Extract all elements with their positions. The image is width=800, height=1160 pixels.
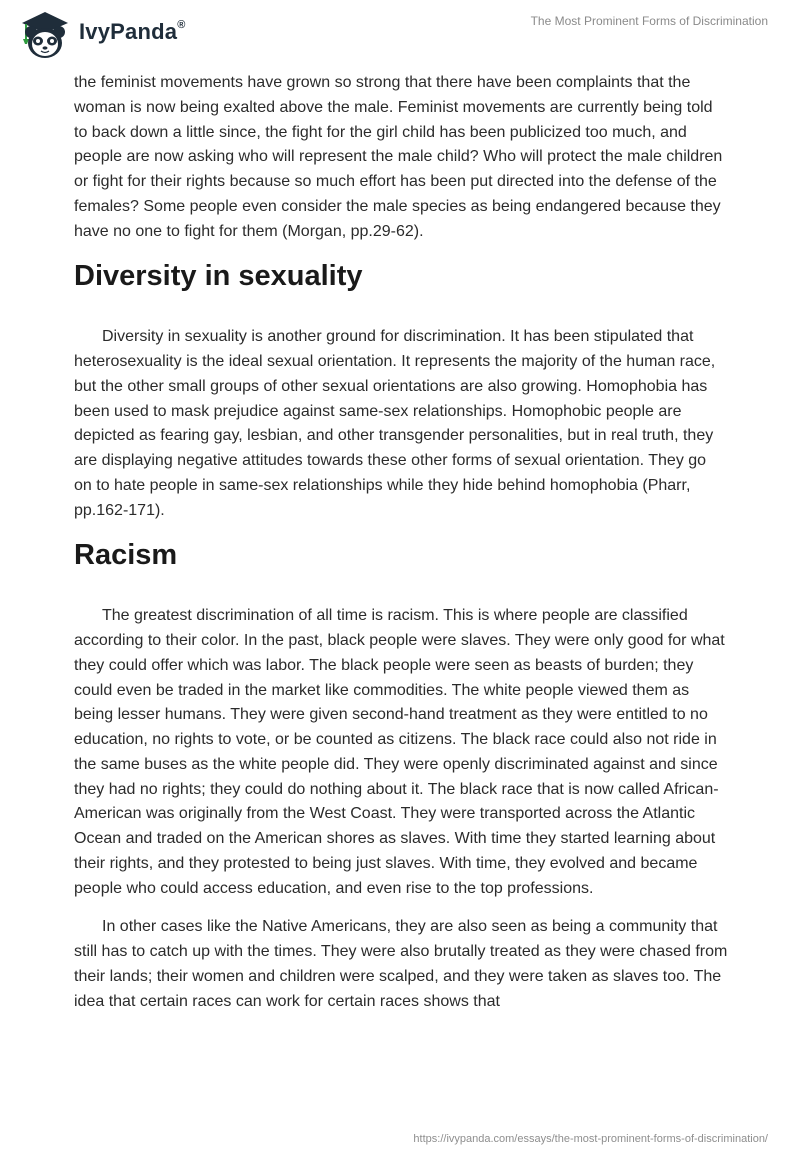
diversity-paragraph: Diversity in sexuality is another ground for discrimination. It has been stipulated that heterosexuality is the ideal sexual orientation. It represents the majority of the human race, but the other small groups of other sexual orientations are also growing. Homophobia has been used to mask prejudice against same-sex relationships. Homophobic people are depicted as fearing gay, lesbian, and other transgender personalities, but in real truth, they are displaying negative attitudes towards these other forms of sexual orientation. They go on to hate people in same-sex relationships while they hide behind homophobia (Pharr, pp.162-171).	[74, 328, 716, 519]
panda-logo-icon[interactable]	[14, 8, 76, 60]
section-heading-racism: Racism	[74, 539, 178, 572]
footer-url-link[interactable]: https://ivypanda.com/essays/the-most-prominent-forms-of-discrimination/	[413, 1133, 768, 1145]
racism-paragraph-2: In other cases like the Native Americans, they are also seen as being a community that still has to catch up with the times. They were also brutally treated as they were chased from their lands; their women and children were scalped, and they were taken as slaves too. The idea that certain races can work for certain races shows that	[74, 918, 728, 1010]
racism-paragraph-1: The greatest discrimination of all time is racism. This is where people are classified according to their color. In the past, black people were slaves. They were only good for what they could offer which was labor. The black people were seen as beasts of burden; they could even be traded in the market like commodities. The white people viewed them as being lesser humans. They were given second-hand treatment as they were entitled to no education, no rights to vote, or be counted as citizens. The black race could also not ride in the same buses as the white people did. They were openly discriminated against and since they had no rights; they could do nothing about it. The black race that is now called African-American was originally from the West Coast. They were transported across the Atlantic Ocean and traded on the American shores as slaves. With time they started learning about their rights, and they protested to being just slaves. With time, they evolved and became people who could access education, and even rise to the top professions.	[74, 607, 725, 897]
intro-paragraph: the feminist movements have grown so strong that there have been complaints that the woman is now being exalted above the male. Feminist movements are currently being told to back down a little since, the fight for the girl child has been publicized too much, and people are now asking who will represent the male child? Who will protect the male children or fight for their rights because so much effort has been put directed into the defense of the females? Some people even consider the male species as being endangered because they have no one to fight for them (Morgan, pp.29-62).	[74, 74, 723, 240]
essay-body	[74, 71, 728, 1028]
brand-name[interactable]: IvyPanda®	[79, 18, 186, 44]
document-title: The Most Prominent Forms of Discrimination	[530, 14, 768, 28]
section-heading-diversity: Diversity in sexuality	[74, 260, 363, 293]
page-header	[0, 0, 800, 70]
